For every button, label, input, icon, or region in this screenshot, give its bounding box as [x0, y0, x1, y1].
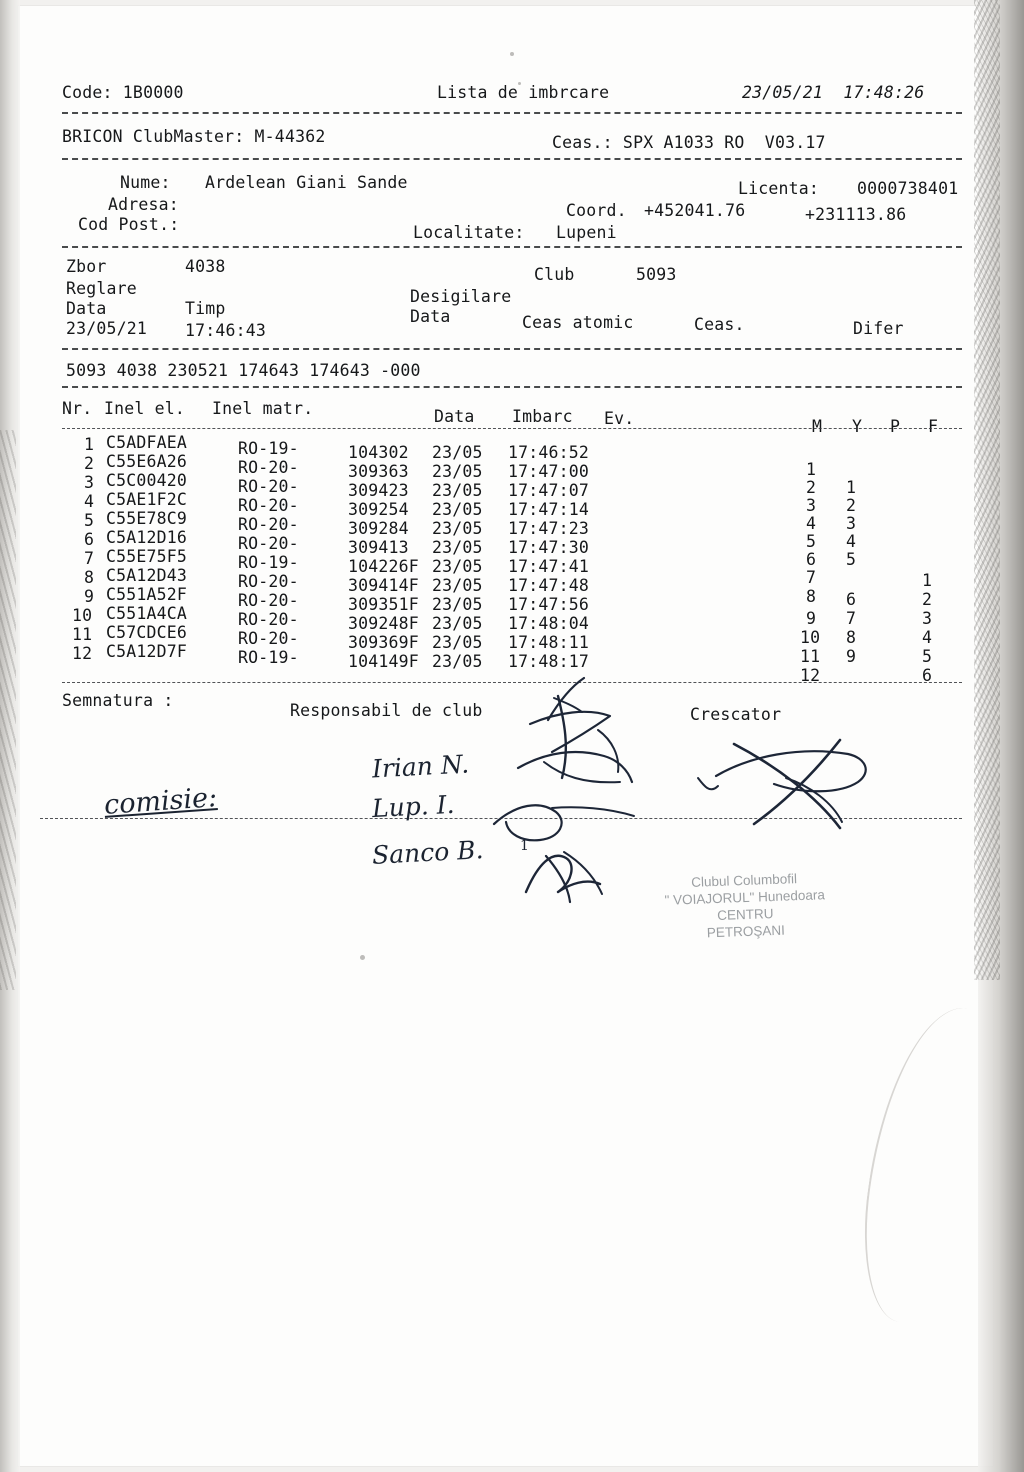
table-row: 3 [806, 496, 817, 515]
table-row: 7 [806, 568, 817, 587]
table-row: 309369F [348, 633, 419, 652]
comisie-handwritten: comisie: [103, 782, 219, 821]
table-row: C5C00420 [106, 471, 188, 490]
name-value: Ardelean Giani Sande [205, 173, 408, 192]
table-row: RO-19- [238, 648, 299, 667]
col-header-ev: Ev. [604, 409, 635, 428]
table-row: RO-20- [238, 534, 299, 553]
responsabil-label: Responsabil de club [290, 701, 483, 720]
divider [62, 386, 962, 388]
table-row: RO-20- [238, 591, 299, 610]
signature-tertiary-ink [510, 836, 650, 916]
table-row: 4 [806, 514, 817, 533]
zbor-value: 4038 [185, 257, 226, 276]
coord-label: Coord. [566, 201, 627, 220]
table-row: 23/05 [432, 481, 483, 500]
table-row: 6 [806, 550, 817, 569]
table-row: 6 [84, 530, 95, 549]
table-row: 4 [922, 628, 933, 647]
signature-crescator-ink [690, 720, 910, 860]
print-datetime: 23/05/21 17:48:26 [742, 83, 925, 102]
table-row: C5ADFAEA [106, 433, 188, 452]
table-row: C551A52F [106, 585, 188, 604]
desigilare-label: Desigilare [410, 287, 512, 306]
semnatura-label: Semnatura : [62, 691, 174, 710]
table-row: 309363 [348, 462, 409, 481]
coord-lon: +231113.86 [805, 205, 907, 224]
divider [62, 112, 962, 114]
table-row: 23/05 [432, 633, 483, 652]
table-row: 309254 [348, 500, 409, 519]
licence-value: 0000738401 [857, 179, 959, 198]
table-row: 9 [84, 587, 95, 606]
zbor-label: Zbor [66, 257, 107, 276]
table-row: 2 [84, 454, 95, 473]
signature-name-1: Irian N. [371, 749, 470, 784]
table-row: C57CDCE6 [106, 623, 188, 642]
table-row: 23/05 [432, 595, 483, 614]
clock-line: Ceas.: SPX A1033 RO V03.17 [552, 133, 826, 152]
table-row: 309414F [348, 576, 419, 595]
coord-lat: +452041.76 [644, 201, 746, 220]
divider [62, 348, 962, 350]
stamp-line-4: PETROŞANI [706, 922, 786, 941]
table-row: 8 [84, 568, 95, 587]
table-row: 4 [846, 532, 857, 551]
table-row: 1 [806, 460, 817, 479]
address-label: Adresa: [108, 195, 179, 214]
table-row: C5A12D7F [106, 642, 188, 661]
divider [62, 428, 962, 429]
name-label: Nume: [120, 173, 171, 192]
table-row: RO-20- [238, 515, 299, 534]
device-line: BRICON ClubMaster: M-44362 [62, 127, 326, 146]
difer-label: Difer [853, 319, 904, 338]
table-row: 23/05 [432, 652, 483, 671]
table-row: 4 [84, 492, 95, 511]
table-row: C5A12D16 [106, 528, 188, 547]
table-row: 11 [72, 625, 93, 644]
table-row: 1 [84, 435, 95, 454]
table-row: 17:47:41 [508, 557, 590, 576]
stamp-line-3: CENTRU [716, 906, 774, 923]
table-row: 23/05 [432, 576, 483, 595]
raw-flight-line: 5093 4038 230521 174643 174643 -000 [66, 361, 421, 380]
ceas-label: Ceas. [694, 315, 745, 334]
locality-label: Localitate: [413, 223, 525, 242]
table-row: 1 [922, 571, 933, 590]
col-header-f: F [928, 417, 939, 436]
table-row: 2 [806, 478, 817, 497]
reglare-date: 23/05/21 [66, 319, 148, 338]
table-row: C5A12D43 [106, 566, 188, 585]
club-stamp [639, 868, 851, 943]
col-header-y: Y [852, 417, 863, 436]
stamp-line-2: " VOIAJORUL" Hunedoara [664, 887, 826, 908]
col-header-imbarc: Imbarc [512, 407, 573, 426]
table-row: 8 [846, 628, 857, 647]
table-row: 17:47:23 [508, 519, 590, 538]
table-row: C551A4CA [106, 604, 188, 623]
divider [62, 158, 962, 160]
table-row: 6 [846, 590, 857, 609]
club-value: 5093 [636, 265, 677, 284]
table-row: 17:46:52 [508, 443, 590, 462]
table-row: 104302 [348, 443, 409, 462]
table-row: 104149F [348, 652, 419, 671]
table-row: 3 [84, 473, 95, 492]
stamp-line-1: Clubul Columbofil [690, 871, 798, 890]
table-row: 17:48:11 [508, 633, 590, 652]
table-row: RO-20- [238, 629, 299, 648]
table-row: 23/05 [432, 519, 483, 538]
table-row: 2 [846, 496, 857, 515]
table-row: 309284 [348, 519, 409, 538]
club-label: Club [534, 265, 575, 284]
table-row: 104226F [348, 557, 419, 576]
table-row: 3 [846, 514, 857, 533]
table-row: RO-20- [238, 610, 299, 629]
table-row: 5 [846, 550, 857, 569]
table-row: 23/05 [432, 538, 483, 557]
table-row: 23/05 [432, 614, 483, 633]
col-header-data: Data [434, 407, 475, 426]
ceas-atomic-label: Ceas atomic [522, 313, 634, 332]
postcode-label: Cod Post.: [78, 215, 180, 234]
table-row: 17:47:56 [508, 595, 590, 614]
table-row: 23/05 [432, 557, 483, 576]
crescator-label: Crescator [690, 705, 782, 724]
col-header-p: P [890, 417, 901, 436]
table-row: C55E75F5 [106, 547, 188, 566]
locality-value: Lupeni [556, 223, 617, 242]
signature-name-3: Sanco B. [371, 835, 485, 870]
col-header-nr: Nr. [62, 399, 93, 418]
handwritten-digit: 1 [520, 838, 529, 854]
table-row: 23/05 [432, 443, 483, 462]
col-header-inel-el: Inel el. [104, 399, 186, 418]
table-row: 17:47:07 [508, 481, 590, 500]
pen-mark-ink [538, 672, 598, 732]
data-label-2: Data [410, 307, 451, 326]
table-row: 12 [800, 666, 821, 685]
data-label: Data [66, 299, 107, 318]
table-row: 3 [922, 609, 933, 628]
table-row: RO-20- [238, 496, 299, 515]
table-row: 9 [806, 609, 817, 628]
table-row: 17:48:04 [508, 614, 590, 633]
table-row: 5 [806, 532, 817, 551]
table-row: 17:47:30 [508, 538, 590, 557]
table-row: 7 [846, 609, 857, 628]
table-row: 8 [806, 587, 817, 606]
document-title: Lista de imbrcare [437, 83, 610, 102]
signature-name-2: Lup. I. [371, 789, 456, 824]
table-row: RO-20- [238, 572, 299, 591]
divider [62, 682, 962, 683]
table-row: 10 [72, 606, 93, 625]
table-row: RO-20- [238, 458, 299, 477]
table-row: RO-19- [238, 553, 299, 572]
table-row: 7 [84, 549, 95, 568]
table-row: 17:48:17 [508, 652, 590, 671]
table-row: 5 [84, 511, 95, 530]
table-row: 9 [846, 647, 857, 666]
table-row: 309413 [348, 538, 409, 557]
table-row: RO-19- [238, 439, 299, 458]
col-header-m: M [812, 417, 823, 436]
table-row: 17:47:00 [508, 462, 590, 481]
code-label: Code: 1B0000 [62, 83, 184, 102]
reglare-label: Reglare [66, 279, 137, 298]
table-row: RO-20- [238, 477, 299, 496]
table-row: 17:47:48 [508, 576, 590, 595]
table-row: 2 [922, 590, 933, 609]
table-row: 23/05 [432, 462, 483, 481]
table-row: 309248F [348, 614, 419, 633]
table-row: C5AE1F2C [106, 490, 188, 509]
table-row: 6 [922, 666, 933, 685]
table-row: 12 [72, 644, 93, 663]
table-row: 1 [846, 478, 857, 497]
table-row: 5 [922, 647, 933, 666]
reglare-time: 17:46:43 [185, 321, 267, 340]
table-row: 309351F [348, 595, 419, 614]
table-row: 17:47:14 [508, 500, 590, 519]
table-row: 309423 [348, 481, 409, 500]
table-row: C55E6A26 [106, 452, 188, 471]
table-row: 11 [800, 647, 821, 666]
divider [62, 246, 962, 248]
table-row: 23/05 [432, 500, 483, 519]
table-row: C55E78C9 [106, 509, 188, 528]
col-header-inel-matr: Inel matr. [212, 399, 314, 418]
timp-label: Timp [185, 299, 226, 318]
licence-label: Licenta: [738, 179, 820, 198]
table-row: 10 [800, 628, 821, 647]
